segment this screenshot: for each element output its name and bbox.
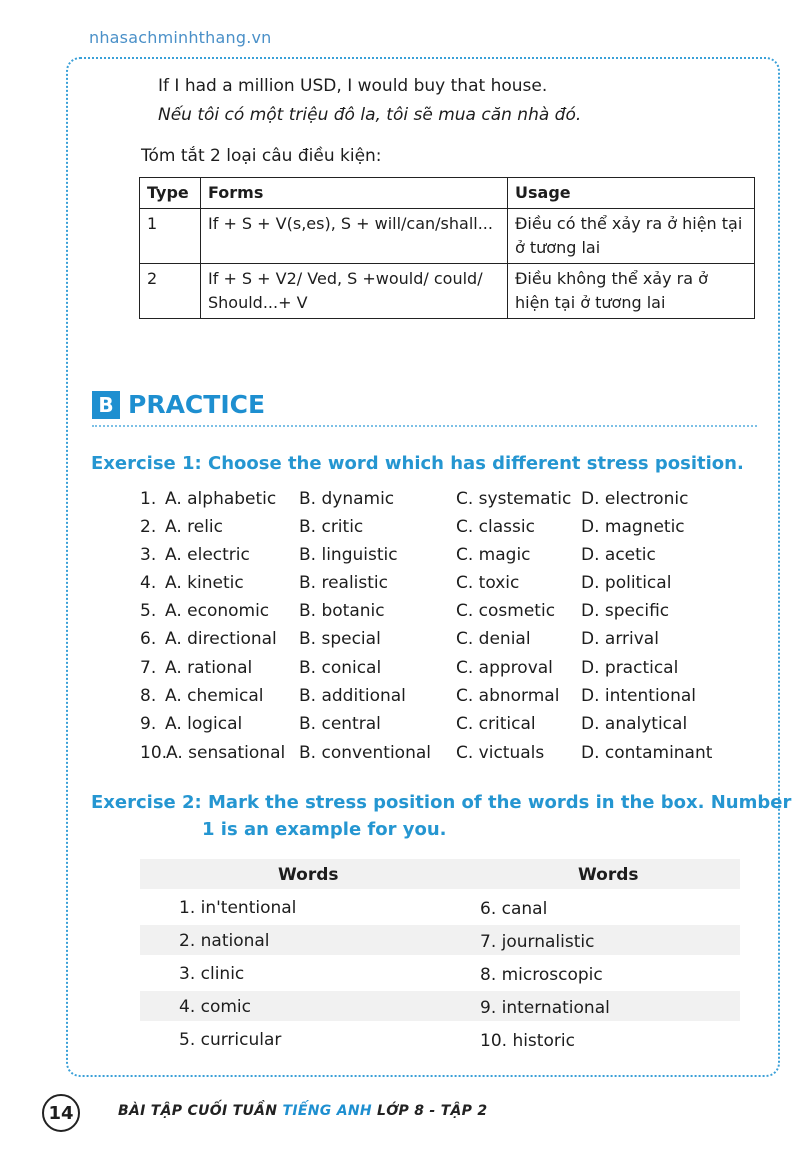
option-a: A. kinetic xyxy=(165,573,244,593)
word-item: 4. comic xyxy=(179,997,252,1017)
word-item: 9. international xyxy=(480,998,610,1018)
option-d: D. political xyxy=(581,573,672,593)
option-c: C. approval xyxy=(456,658,553,678)
option-c: C. cosmetic xyxy=(456,601,556,621)
exercise-1-title: Exercise 1: Choose the word which has different stress position. xyxy=(91,453,744,474)
option-d: D. intentional xyxy=(581,686,696,706)
option-b: B. conventional xyxy=(299,743,431,763)
option-d: D. contaminant xyxy=(581,743,713,763)
word-box xyxy=(140,857,740,1062)
option-b: B. special xyxy=(299,629,381,649)
option-c: C. magic xyxy=(456,545,531,565)
word-item: 6. canal xyxy=(480,899,548,919)
book-title-accent: TIẾNG ANH xyxy=(282,1103,372,1119)
section-letter: B xyxy=(92,391,120,419)
option-a: A. alphabetic xyxy=(165,489,277,509)
option-a: A. relic xyxy=(165,517,224,537)
word-item: 3. clinic xyxy=(179,964,245,984)
question-number: 2. xyxy=(140,517,157,537)
row-stripe xyxy=(140,859,740,889)
question-number: 6. xyxy=(140,629,157,649)
cell-form: If + S + V(s,es), S + will/can/shall... xyxy=(201,209,508,264)
word-item: 7. journalistic xyxy=(480,932,595,952)
word-item: 1. in'tentional xyxy=(179,898,297,918)
question-number: 1. xyxy=(140,489,157,509)
section-title: PRACTICE xyxy=(128,390,266,419)
option-a: A. chemical xyxy=(165,686,264,706)
question-number: 7. xyxy=(140,658,157,678)
option-a: A. sensational xyxy=(166,743,286,763)
option-b: B. botanic xyxy=(299,601,385,621)
question-number: 10. xyxy=(140,743,168,763)
header-type: Type xyxy=(140,178,201,209)
option-c: C. abnormal xyxy=(456,686,560,706)
option-b: B. conical xyxy=(299,658,382,678)
words-header-left: Words xyxy=(278,865,339,885)
word-item: 8. microscopic xyxy=(480,965,603,985)
question-number: 8. xyxy=(140,686,157,706)
word-item: 2. national xyxy=(179,931,270,951)
option-d: D. practical xyxy=(581,658,679,678)
conditional-table xyxy=(139,177,755,319)
option-a: A. directional xyxy=(165,629,277,649)
option-b: B. realistic xyxy=(299,573,389,593)
option-c: C. toxic xyxy=(456,573,520,593)
book-title-part2: LỚP 8 - TẬP 2 xyxy=(371,1103,488,1119)
option-c: C. victuals xyxy=(456,743,545,763)
table-row xyxy=(140,264,755,319)
exercise-2-title-line1: Exercise 2: Mark the stress position of the words in the box. Number xyxy=(91,792,792,813)
exercise-2-title-line2: 1 is an example for you. xyxy=(202,819,447,840)
option-c: C. critical xyxy=(456,714,536,734)
summary-label: Tóm tắt 2 loại câu điều kiện: xyxy=(141,146,382,166)
header-usage: Usage xyxy=(508,178,755,209)
option-b: B. dynamic xyxy=(299,489,395,509)
cell-usage: Điều không thể xảy ra ở hiện tại ở tương lai xyxy=(508,264,755,319)
option-d: D. analytical xyxy=(581,714,688,734)
words-header-right: Words xyxy=(578,865,639,885)
table-header-row xyxy=(140,178,755,209)
site-url: nhasachminhthang.vn xyxy=(89,28,272,47)
section-divider xyxy=(92,425,757,427)
example-vietnamese: Nếu tôi có một triệu đô la, tôi sẽ mua căn nhà đó. xyxy=(158,105,582,125)
cell-form: If + S + V2/ Ved, S +would/ could/ Should...+ V xyxy=(201,264,508,319)
cell-type: 2 xyxy=(140,264,201,319)
option-d: D. arrival xyxy=(581,629,659,649)
option-b: B. critic xyxy=(299,517,364,537)
option-a: A. economic xyxy=(165,601,270,621)
option-a: A. logical xyxy=(165,714,243,734)
question-number: 9. xyxy=(140,714,157,734)
option-b: B. central xyxy=(299,714,381,734)
option-d: D. electronic xyxy=(581,489,689,509)
table-row xyxy=(140,209,755,264)
word-item: 5. curricular xyxy=(179,1030,282,1050)
option-d: D. magnetic xyxy=(581,517,685,537)
option-c: C. classic xyxy=(456,517,535,537)
book-title-part1: BÀI TẬP CUỐI TUẦN xyxy=(118,1103,283,1119)
cell-usage: Điều có thể xảy ra ở hiện tại ở tương lai xyxy=(508,209,755,264)
question-number: 5. xyxy=(140,601,157,621)
question-number: 3. xyxy=(140,545,157,565)
option-d: D. acetic xyxy=(581,545,656,565)
option-a: A. electric xyxy=(165,545,250,565)
exercise-2-title xyxy=(91,789,791,843)
option-c: C. systematic xyxy=(456,489,572,509)
option-c: C. denial xyxy=(456,629,531,649)
word-item: 10. historic xyxy=(480,1031,575,1051)
example-english: If I had a million USD, I would buy that house. xyxy=(158,76,548,96)
header-forms: Forms xyxy=(201,178,508,209)
option-b: B. additional xyxy=(299,686,406,706)
page-number: 14 xyxy=(42,1094,80,1132)
cell-type: 1 xyxy=(140,209,201,264)
book-title xyxy=(118,1103,487,1119)
option-a: A. rational xyxy=(165,658,253,678)
option-b: B. linguistic xyxy=(299,545,398,565)
option-d: D. specific xyxy=(581,601,670,621)
question-number: 4. xyxy=(140,573,157,593)
section-heading xyxy=(92,390,265,419)
